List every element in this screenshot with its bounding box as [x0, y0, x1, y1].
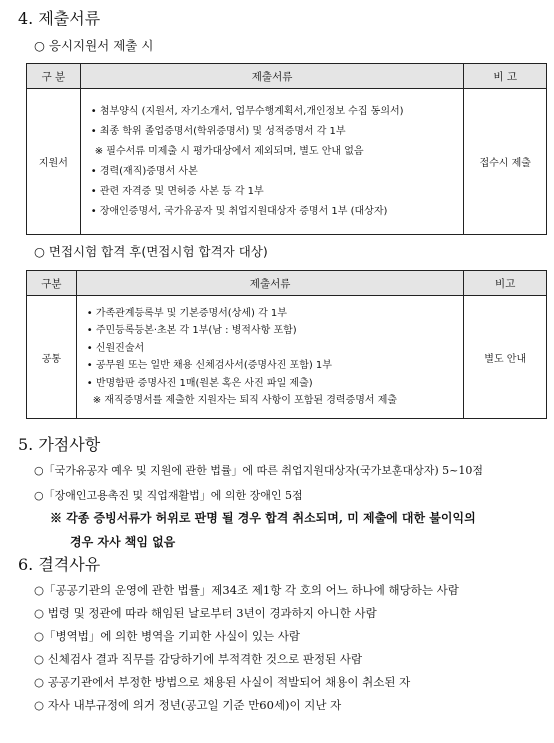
table-header-row — [27, 271, 547, 296]
table-row — [27, 89, 547, 235]
disqualification-item: ○「병역법」에 의한 병역을 기피한 사실이 있는 사람 — [34, 629, 301, 643]
bonus-item-2: ○「장애인고용촉진 및 직업재활법」에 의한 장애인 5점 — [34, 489, 303, 502]
submission-table-1 — [26, 63, 547, 235]
section-5-title: 5. 가점사항 — [18, 435, 101, 454]
list-item: • 가족관계등록부 및 기본증명서(상세) 각 1부 — [86, 307, 287, 319]
bonus-warning-line-1: ※ 각종 증빙서류가 허위로 판명 될 경우 합격 취소되며, 미 제출에 대한 불이익의 — [50, 511, 476, 525]
section-4-sub2: ○ 면접시험 합격 후(면접시험 합격자 대상) — [34, 244, 268, 259]
table-header-row — [27, 64, 547, 89]
row-category: 공통 — [27, 296, 77, 419]
list-item: • 최종 학위 졸업증명서(학위증명서) 및 성적증명서 각 1부 — [90, 125, 346, 137]
list-item: ※ 필수서류 미제출 시 평가대상에서 제외되며, 별도 안내 없음 — [94, 145, 364, 157]
list-item: • 공무원 또는 일반 채용 신체검사서(증명사진 포함) 1부 — [86, 360, 332, 371]
bonus-warning-line-2: 경우 자사 책임 없음 — [70, 535, 176, 549]
table-row — [27, 296, 547, 419]
row-note: 별도 안내 — [464, 296, 547, 419]
list-item: • 첨부양식 (지원서, 자기소개서, 업무수행계획서,개인정보 수집 동의서) — [90, 105, 404, 117]
header-note: 비고 — [464, 271, 547, 296]
disqualification-item: ○ 자사 내부규정에 의거 정년(공고일 기준 만60세)이 지난 자 — [34, 698, 342, 712]
section-6-title: 6. 결격사유 — [18, 555, 101, 574]
section-4-title: 4. 제출서류 — [18, 9, 101, 28]
disqualification-item: ○ 공공기관에서 부정한 방법으로 채용된 사실이 적발되어 채용이 취소된 자 — [34, 675, 411, 689]
header-note: 비 고 — [464, 64, 547, 89]
header-category: 구분 — [27, 271, 77, 296]
bonus-item-1: ○「국가유공자 예우 및 지원에 관한 법률」에 따른 취업지원대상자(국가보훈대상자) 5~10점 — [34, 464, 484, 477]
document-list — [80, 89, 464, 235]
header-category: 구 분 — [27, 64, 81, 89]
document-list — [76, 296, 464, 419]
row-category: 지원서 — [27, 89, 81, 235]
row-note: 접수시 제출 — [464, 89, 547, 235]
list-item: • 장애인증명서, 국가유공자 및 취업지원대상자 증명서 1부 (대상자) — [90, 205, 388, 217]
list-item: ※ 재직증명서를 제출한 지원자는 퇴직 사항이 포함된 경력증명서 제출 — [92, 395, 398, 406]
section-4-sub1: ○ 응시지원서 제출 시 — [34, 38, 154, 53]
list-item: • 반명함판 증명사진 1매(원본 혹은 사진 파일 제출) — [86, 377, 313, 389]
list-item: • 주민등록등본·초본 각 1부(남 : 병적사항 포함) — [86, 325, 297, 336]
disqualification-item: ○ 법령 및 정관에 따라 해임된 날로부터 3년이 경과하지 아니한 사람 — [34, 606, 377, 620]
list-item: • 관련 자격증 및 면허증 사본 등 각 1부 — [90, 185, 264, 197]
header-documents: 제출서류 — [80, 64, 464, 89]
list-item: • 신원진술서 — [86, 342, 145, 354]
disqualification-item: ○「공공기관의 운영에 관한 법률」제34조 제1항 각 호의 어느 하나에 해당하는 사람 — [34, 583, 459, 597]
list-item: • 경력(재직)증명서 사본 — [90, 165, 198, 177]
disqualification-item: ○ 신체검사 결과 직무를 감당하기에 부적격한 것으로 판정된 사람 — [34, 652, 363, 666]
header-documents: 제출서류 — [76, 271, 464, 296]
submission-table-2 — [26, 270, 547, 419]
